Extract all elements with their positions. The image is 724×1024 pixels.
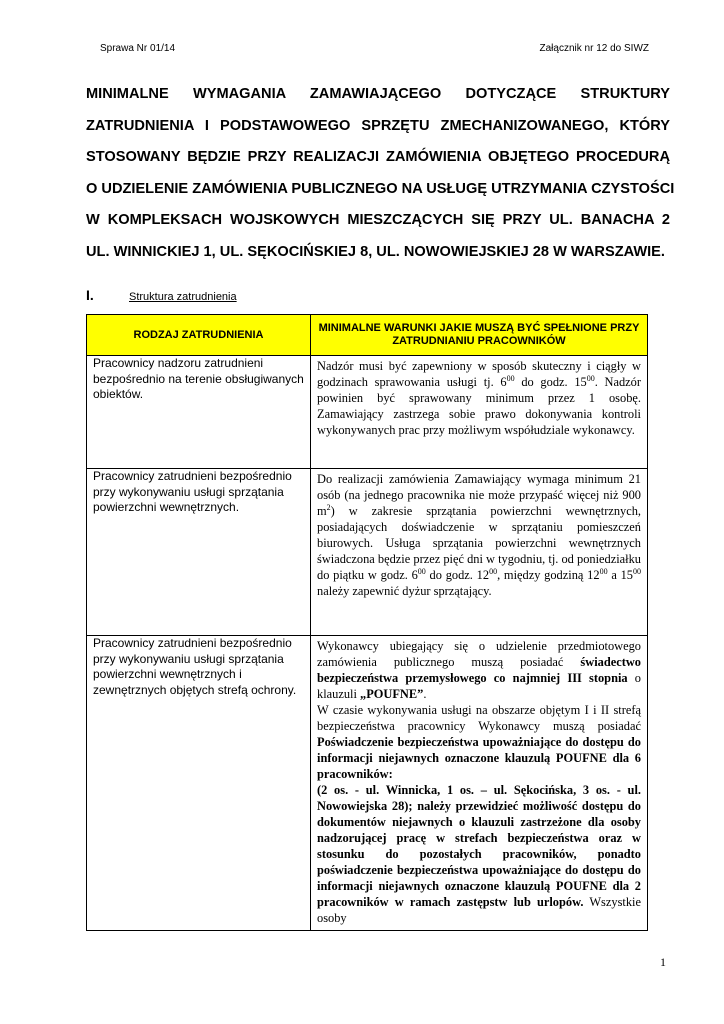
cell-text: Wszystkie osoby: [317, 895, 641, 925]
column-header-employment-type: RODZAJ ZATRUDNIENIA: [87, 315, 311, 356]
cell-text: a 15: [607, 568, 633, 582]
cell-text: ) w zakresie sprzątania powierzchni wewnętrznych, posiadających doświadczenie w sprzątaniu pomieszczeń biurowych. Usługa sprzątania powierzchni wewnętrznych świadczona będzie przez pięć dni w tygodniu, tj. od poniedziałku do piątku w godz. 6: [317, 504, 641, 582]
title-line: UL. WINNICKIEJ 1, UL. SĘKOCIŃSKIEJ 8, UL. NOWOWIEJSKIEJ 28 W WARSZAWIE.: [86, 243, 665, 260]
cell-text-bold: (2 os. - ul. Winnicka, 1 os. – ul. Sękocińska, 3 os. - ul. Nowowiejska 28); należy przewidzieć możliwość dostępu do dokumentów niejawnych o klauzuli zastrzeżone dla osoby nadzorującej pracę w strefach bezpieczeństwa oraz w stosunku do pozostałych pracowników, ponadto poświadczenie bezpieczeństwa upoważniające do dostępu do informacji niejawnych oznaczone klauzulą POUFNE dla 2 pracowników w ramach zastępstw lub urlopów.: [317, 783, 641, 909]
cell-text: do godz. 15: [514, 375, 587, 389]
cell-text: , między godziną 12: [497, 568, 600, 582]
section-label: Struktura zatrudnienia: [129, 291, 237, 303]
title-line: STOSOWANY BĘDZIE PRZY REALIZACJI ZAMÓWIENIA OBJĘTEGO PROCEDURĄ: [86, 149, 670, 166]
section-heading: [86, 287, 237, 305]
cell-text: do godz. 12: [425, 568, 490, 582]
cell-text: .: [423, 687, 427, 701]
title-line: O UDZIELENIE ZAMÓWIENIA PUBLICZNEGO NA USŁUGĘ UTRZYMANIA CZYSTOŚCI: [86, 180, 675, 197]
table-row: [87, 356, 648, 469]
title-line: MINIMALNE WYMAGANIA ZAMAWIAJĄCEGO DOTYCZĄCE STRUKTURY: [86, 86, 670, 102]
employment-type-cell: Pracownicy zatrudnieni bezpośrednio przy wykonywaniu usługi sprzątania powierzchni wewnętrznych i zewnętrznych objętych strefą ochrony.: [87, 636, 311, 931]
superscript: 00: [417, 566, 426, 576]
conditions-cell: [311, 469, 648, 636]
superscript: 00: [489, 566, 498, 576]
superscript: 00: [633, 566, 641, 576]
table-row: [87, 636, 648, 931]
conditions-cell: [311, 356, 648, 469]
cell-text: W czasie wykonywania usługi na obszarze objętym I i II strefą bezpieczeństwa pracownicy Wykonawcy muszą posiadać: [317, 703, 641, 733]
superscript: 00: [599, 566, 608, 576]
header-attachment-label: Załącznik nr 12 do SIWZ: [539, 43, 649, 54]
title-line: W KOMPLEKSACH WOJSKOWYCH MIESZCZĄCYCH SIĘ PRZY UL. BANACHA 2: [86, 212, 670, 229]
superscript: 00: [586, 373, 595, 383]
document-title: [86, 84, 675, 274]
employment-type-cell: Pracownicy zatrudnieni bezpośrednio przy wykonywaniu usługi sprzątania powierzchni wewnętrznych.: [87, 469, 311, 636]
cell-text: o klauzuli: [317, 671, 641, 701]
column-header-minimum-conditions: MINIMALNE WARUNKI JAKIE MUSZĄ BYĆ SPEŁNIONE PRZY ZATRUDNIANIU PRACOWNIKÓW: [311, 315, 648, 356]
page-number: 1: [660, 955, 666, 969]
superscript: 2: [326, 502, 331, 512]
table-row: [87, 469, 648, 636]
section-number: I.: [86, 287, 94, 303]
table-header-row: [87, 315, 648, 356]
cell-text-bold: świadectwo bezpieczeństwa przemysłowego co najmniej III stopnia: [317, 655, 641, 685]
cell-text: . Nadzór powinien być sprawowany minimum przez 1 osobę. Zamawiający zastrzega sobie prawo dokonywania kontroli wykonywanych prac przy możliwym współudziale wykonawcy.: [317, 375, 641, 437]
cell-text: Wykonawcy ubiegający się o udzielenie przedmiotowego zamówienia publicznego muszą posiadać: [317, 639, 641, 669]
employment-type-cell: Pracownicy nadzoru zatrudnieni bezpośrednio na terenie obsługiwanych obiektów.: [87, 356, 311, 469]
superscript: 00: [506, 373, 515, 383]
requirements-table: [86, 314, 648, 931]
title-line: ZATRUDNIENIA I PODSTAWOWEGO SPRZĘTU ZMECHANIZOWANEGO, KTÓRY: [86, 117, 670, 134]
header-case-number: Sprawa Nr 01/14: [100, 43, 176, 54]
cell-text-bold: Poświadczenie bezpieczeństwa upoważniające do dostępu do informacji niejawnych oznaczone klauzulą POUFNE dla 6 pracowników:: [317, 735, 641, 781]
cell-text-bold: „POUFNE”: [360, 687, 424, 701]
cell-text: należy zapewnić dyżur sprzątający.: [317, 584, 492, 598]
conditions-cell: [311, 636, 648, 931]
cell-text: Nadzór musi być zapewniony w sposób skuteczny i ciągły w godzinach sprawowania usługi tj. 6: [317, 359, 641, 389]
cell-text: Do realizacji zamówienia Zamawiający wymaga minimum 21 osób (na jednego pracownika nie może przypaść więcej niż 900 m: [317, 472, 641, 518]
